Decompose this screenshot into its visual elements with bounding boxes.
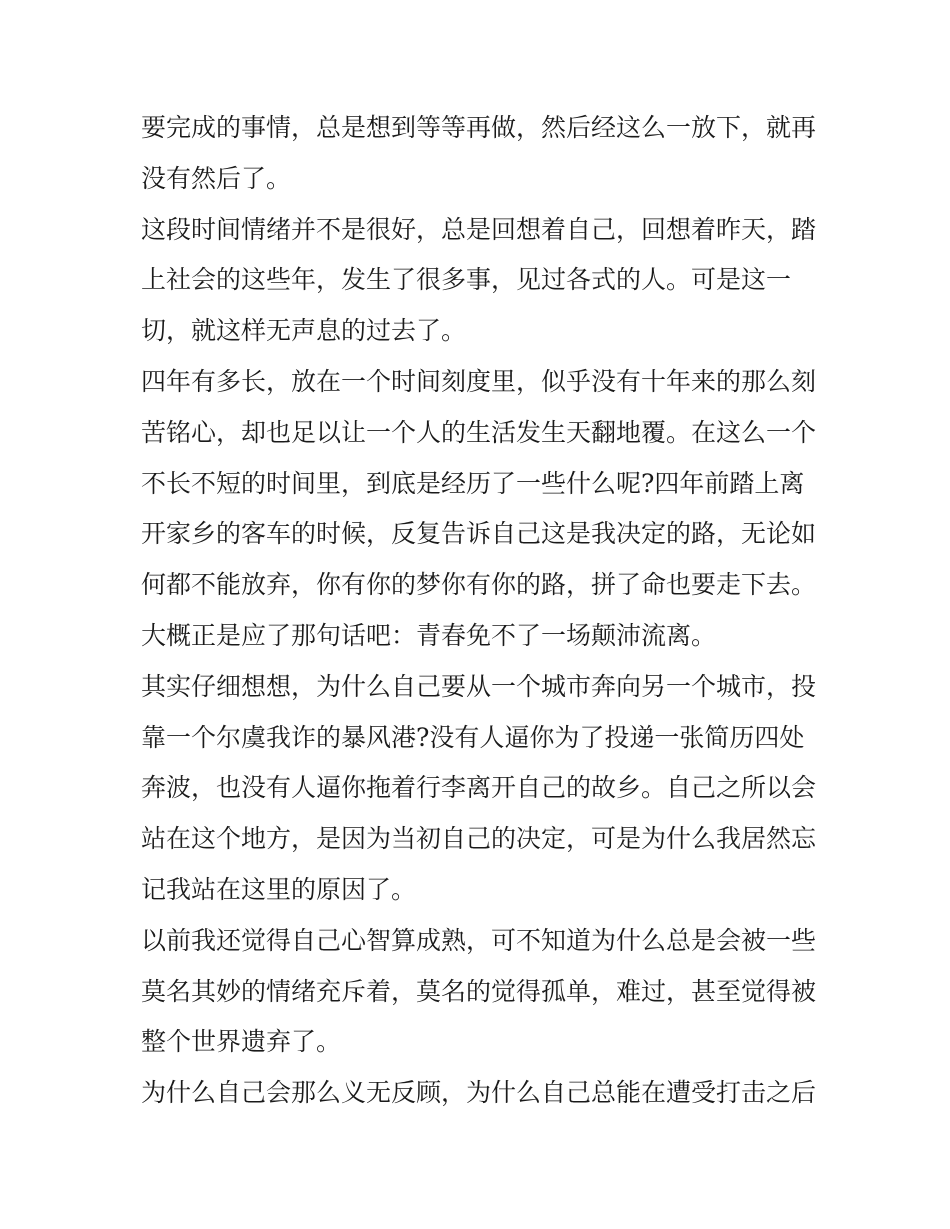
text-line: 整个世界遗弃了。 — [141, 1027, 342, 1057]
text-line: 切，就这样无声息的过去了。 — [141, 316, 467, 346]
text-line: 奔波，也没有人逼你拖着行李离开自己的故乡。自己之所以会 — [141, 773, 817, 803]
text-line: 为什么自己会那么义无反顾，为什么自己总能在遭受打击之后 — [141, 1078, 817, 1108]
text-line: 上社会的这些年，发生了很多事，见过各式的人。可是这一 — [141, 265, 792, 295]
text-line: 莫名其妙的情绪充斥着，莫名的觉得孤单，难过，甚至觉得被 — [141, 976, 817, 1006]
text-line: 不长不短的时间里，到底是经历了一些什么呢?四年前踏上离 — [141, 468, 805, 498]
text-line: 靠一个尔虞我诈的暴风港?没有人逼你为了投递一张简历四处 — [141, 722, 805, 752]
text-line: 这段时间情绪并不是很好，总是回想着自己，回想着昨天，踏 — [141, 214, 817, 244]
text-line: 苦铭心，却也足以让一个人的生活发生天翻地覆。在这么一个 — [141, 417, 817, 447]
text-line: 开家乡的客车的时候，反复告诉自己这是我决定的路，无论如 — [141, 519, 817, 549]
text-line: 站在这个地方，是因为当初自己的决定，可是为什么我居然忘 — [141, 824, 817, 854]
text-line: 没有然后了。 — [141, 163, 292, 193]
body-text — [141, 103, 821, 1119]
text-line: 以前我还觉得自己心智算成熟，可不知道为什么总是会被一些 — [141, 925, 817, 955]
text-line: 何都不能放弃，你有你的梦你有你的路，拼了命也要走下去。 — [141, 570, 817, 600]
text-line: 大概正是应了那句话吧：青春免不了一场颠沛流离。 — [141, 620, 717, 650]
text-line: 要完成的事情，总是想到等等再做，然后经这么一放下，就再 — [141, 113, 817, 142]
text-line: 记我站在这里的原因了。 — [141, 874, 417, 904]
text-line: 四年有多长，放在一个时间刻度里，似乎没有十年来的那么刻 — [141, 366, 817, 396]
text-line: 其实仔细想想，为什么自己要从一个城市奔向另一个城市，投 — [141, 671, 817, 701]
